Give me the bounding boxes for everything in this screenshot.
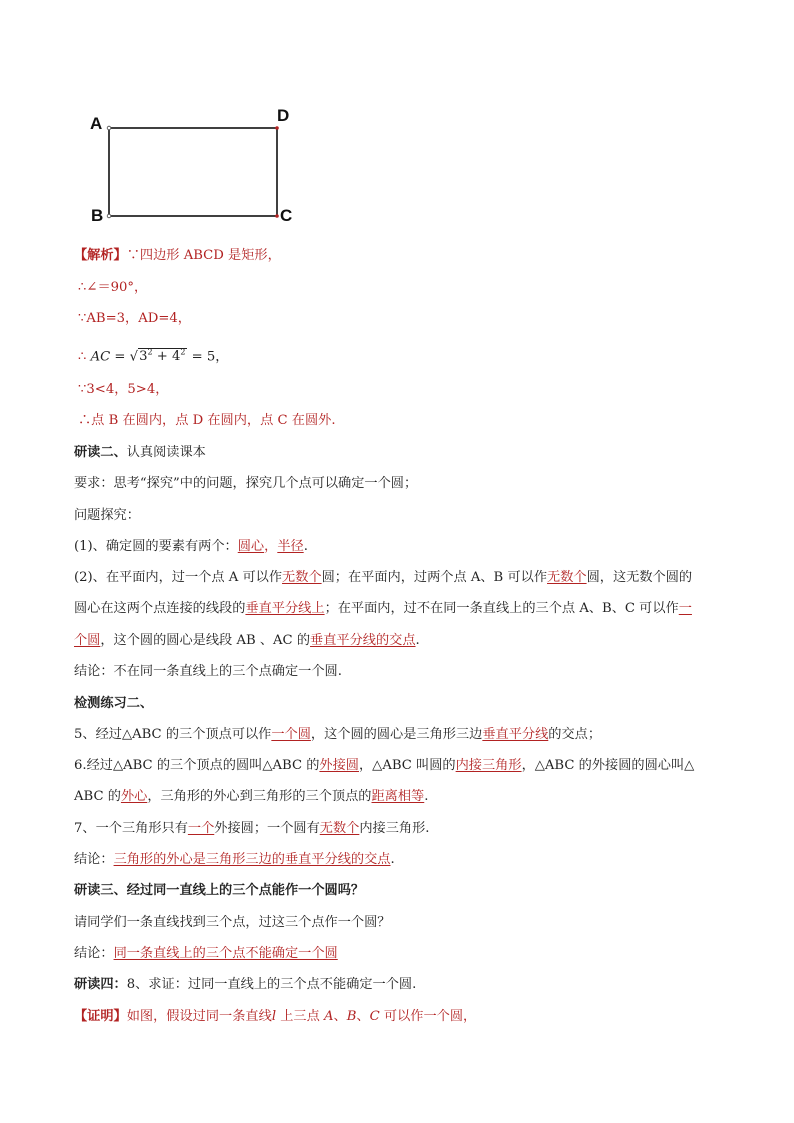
- section2-item-1: [74, 538, 308, 556]
- section2-item-2-line-2: [74, 600, 692, 618]
- point-C: C: [369, 1009, 380, 1024]
- q7-answer-one: 一个: [187, 821, 215, 836]
- section3-title-rest: 经过同一直线上的三个点能作一个圆吗？: [126, 883, 365, 898]
- solution-line-1: [74, 247, 281, 265]
- q7-answer-infinite: 无数个: [319, 821, 360, 836]
- q7-text-e: 内接三角形.: [359, 821, 430, 836]
- q6-answer-equal: 距离相等: [371, 789, 425, 804]
- label-c: C: [280, 206, 293, 225]
- section2-title: 研读二、: [74, 445, 127, 460]
- practice-conclusion: [74, 851, 395, 869]
- equals-sign: =: [110, 349, 130, 365]
- label-d: D: [277, 106, 290, 125]
- section3-title: 研读三、: [74, 883, 127, 898]
- answer-center: 圆心: [237, 539, 265, 554]
- point-b: [107, 214, 111, 218]
- item2-text-e: 圆，这无数个圆的: [586, 570, 693, 585]
- section3-concl-answer: 同一条直线上的三个点不能确定一个圆: [113, 946, 338, 961]
- item2-text-c: 圆；在平面内，过两个点 A、B 可以作: [321, 570, 548, 585]
- answer-infinite-2: 无数个: [547, 570, 587, 585]
- rectangle-figure: [80, 100, 310, 230]
- section3-heading: [74, 882, 364, 900]
- q5-answer-2: 垂直平分线: [482, 727, 549, 742]
- solution-line-4: [78, 344, 228, 366]
- item2-text-m: .: [415, 633, 420, 648]
- q6-text-e: ，△ABC 的外接圆的圆心叫△: [521, 758, 695, 773]
- line-l: l: [271, 1009, 277, 1024]
- radicand-4: + 4: [152, 349, 181, 365]
- solution-line-3: ∵AB=3，AD=4，: [78, 311, 191, 326]
- rectangle-diagram: [80, 100, 310, 230]
- q6-answer-circumcenter: 外心: [120, 789, 148, 804]
- answer-one-part1: 一: [678, 601, 692, 616]
- label-a: A: [90, 114, 103, 133]
- radicand-3: 3: [139, 349, 148, 365]
- item2-text-a: (2)、在平面内，过一个点 A 可以作: [74, 570, 283, 585]
- label-b: B: [91, 206, 104, 225]
- q6-answer-inscribed: 内接三角形: [455, 758, 522, 773]
- sqrt-expression: $√3^2 + 4^2$: [129, 348, 186, 365]
- practice-concl-label: 结论：: [74, 852, 114, 867]
- section2-requirement: 要求：思考“探究”中的问题，探究几个点可以确定一个圆；: [74, 476, 418, 491]
- proof-text-e: 可以作一个圆，: [379, 1009, 477, 1024]
- proof-text-a: 如图，假设过同一条直线: [126, 1009, 272, 1024]
- rectangle-shape: [109, 128, 277, 216]
- item2-text-f: 圆心在这两个点连接的线段的: [74, 601, 246, 616]
- q6-text-c: ，△ABC 叫圆的: [358, 758, 456, 773]
- practice-concl-answer: 三角形的外心是三角形三边的垂直平分线的交点: [113, 852, 391, 867]
- q6-answer-circumcircle: 外接圆: [319, 758, 359, 773]
- section3-conclusion: [74, 945, 338, 963]
- section2-heading: [74, 444, 206, 462]
- solution-line-5: ∵3<4，5>4，: [78, 382, 169, 397]
- question-7: [74, 820, 429, 838]
- q7-text-c: 外接圆；一个圆有: [214, 821, 320, 836]
- q5-text-c: ，这个圆的圆心是三角形三边: [310, 727, 483, 742]
- proof-text-c: 、: [333, 1009, 347, 1024]
- q6-text-h: ，三角形的外心到三角形的三个顶点的: [147, 789, 372, 804]
- solution-text-1: ∵四边形 ABCD 是矩形，: [126, 248, 281, 263]
- point-d: [275, 126, 279, 130]
- therefore-symbol: ∴: [78, 349, 91, 365]
- answer-perp-bisector: 垂直平分线上: [245, 601, 325, 616]
- question-6-line-2: [74, 788, 428, 806]
- section2-item-2-line-1: [74, 569, 692, 587]
- section2-explore: 问题探究：: [74, 508, 140, 523]
- q5-text-a: 5、经过△ABC 的三个顶点可以作: [74, 727, 272, 742]
- answer-intersection: 垂直平分线的交点: [310, 633, 416, 648]
- q7-text-a: 7、一个三角形只有: [74, 821, 188, 836]
- q5-answer-1: 一个圆: [271, 727, 311, 742]
- point-a: [107, 126, 111, 130]
- section2-title-rest: 认真阅读课本: [126, 445, 206, 460]
- answer-infinite-1: 无数个: [282, 570, 322, 585]
- section4-proof: [74, 1008, 476, 1026]
- solution-line-6: ∴点 B 在圆内，点 D 在圆内，点 C 在圆外.: [78, 413, 336, 428]
- q6-text-f: ABC 的: [74, 789, 121, 804]
- section3-concl-label: 结论：: [74, 946, 114, 961]
- section2-item-2-line-3: [74, 632, 420, 650]
- solution-tag: 【解析】: [74, 248, 127, 263]
- q6-text-j: .: [424, 789, 429, 804]
- exponent-1: 2: [147, 348, 153, 357]
- point-A: A: [323, 1009, 334, 1024]
- q6-text-a: 6.经过△ABC 的三个顶点的圆叫△ABC 的: [74, 758, 320, 773]
- solution-line-2: ∴∠＝90°，: [78, 280, 148, 295]
- answer-radius: 半径: [277, 539, 304, 554]
- q5-text-e: 的交点；: [548, 727, 602, 742]
- point-B: B: [346, 1009, 357, 1024]
- item1-end: .: [303, 539, 308, 554]
- exponent-2: 2: [180, 348, 186, 357]
- practice-title: 检测练习二、: [74, 696, 154, 711]
- section3-ask: 请同学们一条直线找到三个点，过这三个点作一个圆？: [74, 915, 391, 930]
- ac-term: AC: [90, 349, 111, 365]
- question-5: [74, 726, 601, 744]
- section4-title: 研读四：: [74, 977, 127, 992]
- section4-heading: [74, 976, 416, 994]
- item2-text-k: ，这个圆的圆心是线段 AB 、AC 的: [100, 633, 311, 648]
- item1-sep: ，: [264, 539, 278, 554]
- section4-title-rest: 8、求证：过同一直线上的三个点不能确定一个圆.: [126, 977, 417, 992]
- section2-conclusion: 结论：不在同一条直线上的三个点确定一个圆.: [74, 664, 342, 679]
- question-6-line-1: [74, 757, 694, 775]
- answer-one-part2: 个圆: [74, 633, 101, 648]
- item1-text: (1)、确定圆的要素有两个：: [74, 539, 238, 554]
- proof-text-b: 上三点: [276, 1009, 324, 1024]
- proof-text-d: 、: [356, 1009, 370, 1024]
- point-c: [275, 214, 279, 218]
- item2-text-h: ；在平面内，过不在同一条直线上的三个点 A、B、C 可以作: [324, 601, 679, 616]
- result-5: = 5，: [187, 349, 229, 365]
- practice-concl-end: .: [390, 852, 395, 867]
- proof-tag: 【证明】: [74, 1009, 127, 1024]
